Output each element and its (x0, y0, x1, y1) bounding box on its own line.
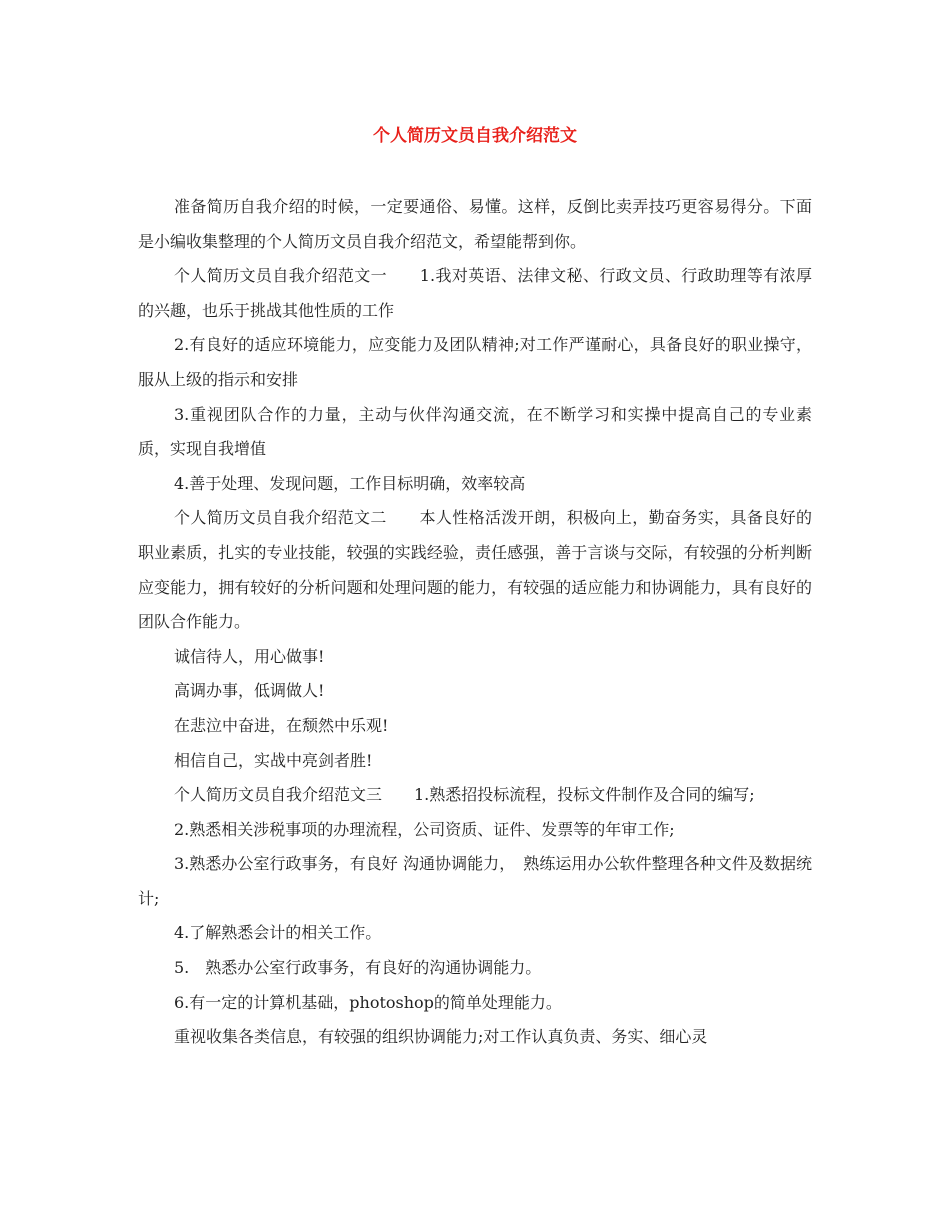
paragraph-sample-three: 个人简历文员自我介绍范文三 1.熟悉招投标流程，投标文件制作及合同的编写; (174, 785, 755, 805)
paragraph-sample-one: 个人简历文员自我介绍范文一 1.我对英语、法律文秘、行政文员、行政助理等有浓厚的兴趣，也乐于挑战其他性质的工作 (138, 266, 812, 320)
paragraph-motto-2: 高调办事，低调做人! (174, 681, 325, 701)
paragraph-item-4: 4.善于处理、发现问题，工作目标明确，效率较高 (174, 473, 526, 493)
paragraph-sample-two: 个人简历文员自我介绍范文二 本人性格活泼开朗，积极向上，勤奋务实，具备良好的职业素质，扎实的专业技能，较强的实践经验，责任感强，善于言谈与交际，有较强的分析判断应变能力，拥有较好的分析问题和处理问题的能力，有较强的适应能力和协调能力，具有良好的团队合作能力。 (138, 508, 812, 632)
paragraph-motto-4: 相信自己，实战中亮剑者胜! (174, 750, 373, 770)
document-title: 个人简历文员自我介绍范文 (373, 126, 577, 146)
paragraph-skill-3: 3.熟悉办公室行政事务，有良好 沟通协调能力， 熟练运用办公软件整理各种文件及数据统计; (138, 854, 812, 908)
paragraph-skill-5: 5. 熟悉办公室行政事务，有良好的沟通协调能力。 (174, 958, 542, 978)
paragraph-motto-3: 在悲泣中奋进，在颓然中乐观! (174, 715, 389, 735)
paragraph-intro: 准备简历自我介绍的时候，一定要通俗、易懂。这样，反倒比卖弄技巧更容易得分。下面是小编收集整理的个人简历文员自我介绍范文，希望能帮到你。 (138, 197, 812, 251)
document-body (138, 190, 812, 1055)
paragraph-skill-2: 2.熟悉相关涉税事项的办理流程，公司资质、证件、发票等的年审工作; (174, 819, 675, 839)
paragraph-skill-4: 4.了解熟悉会计的相关工作。 (174, 923, 382, 943)
paragraph-item-3: 3.重视团队合作的力量，主动与伙伴沟通交流，在不断学习和实操中提高自己的专业素质，实现自我增值 (138, 404, 812, 459)
paragraph-item-2: 2.有良好的适应环境能力，应变能力及团队精神;对工作严谨耐心，具备良好的职业操守，服从上级的指示和安排 (138, 335, 812, 389)
paragraph-closing: 重视收集各类信息，有较强的组织协调能力;对工作认真负责、务实、细心灵 (174, 1027, 708, 1047)
paragraph-motto-1: 诚信待人，用心做事! (174, 646, 325, 666)
paragraph-skill-6: 6.有一定的计算机基础，photoshop的简单处理能力。 (174, 992, 562, 1012)
